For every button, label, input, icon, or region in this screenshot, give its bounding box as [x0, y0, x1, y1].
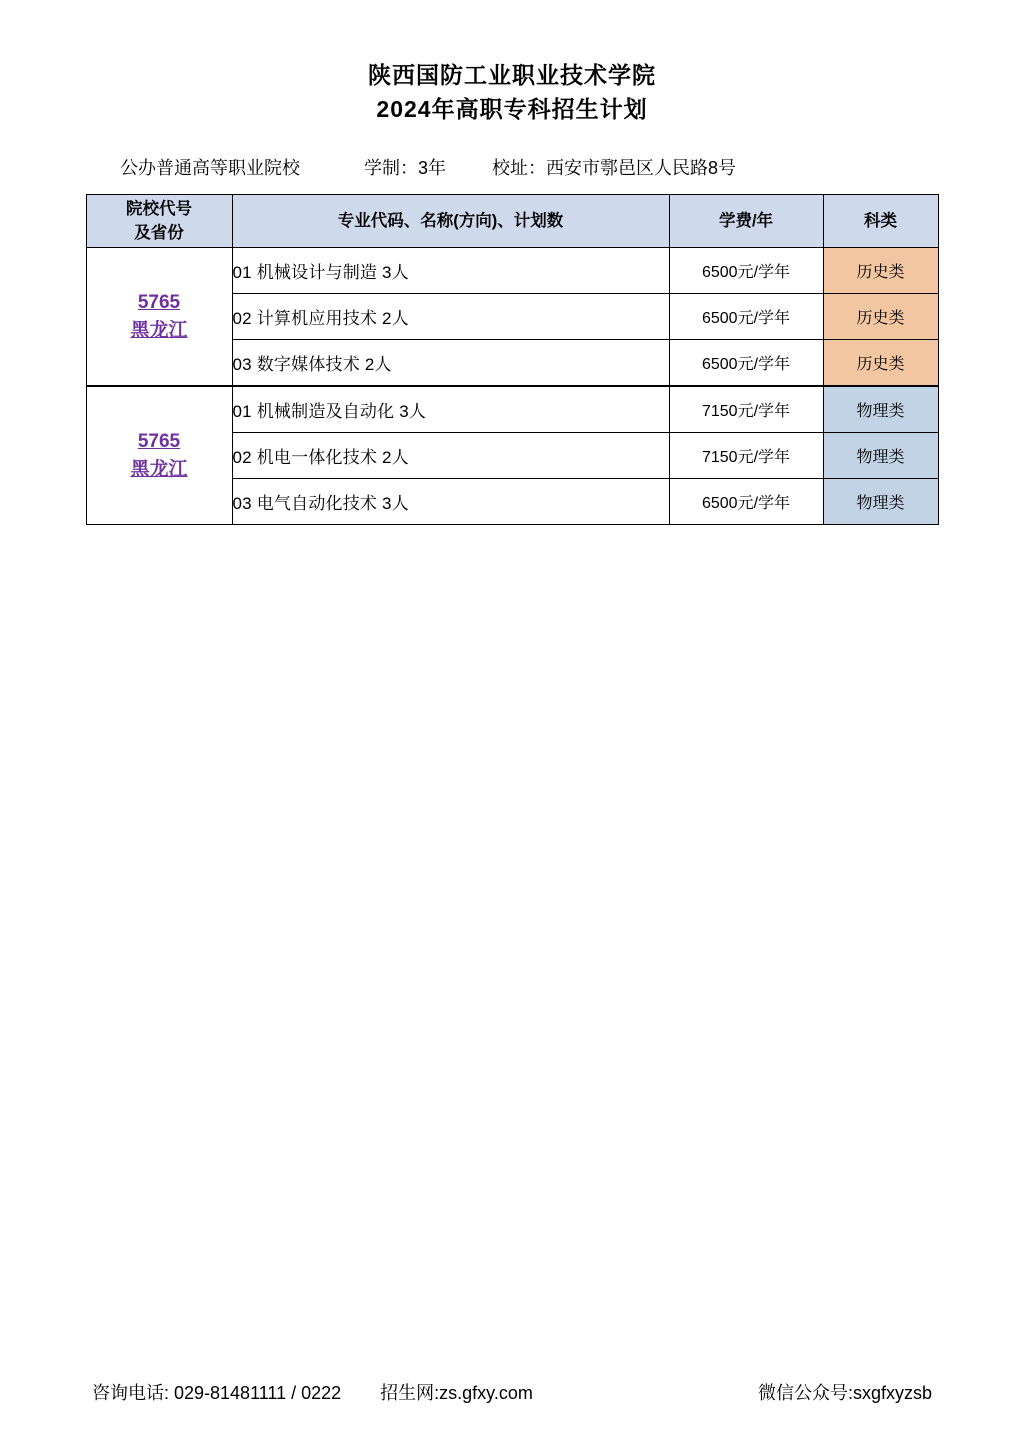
- major-cell: 01 机械设计与制造 3人: [232, 248, 669, 294]
- column-header-major: 专业代码、名称(方向)、计划数: [232, 195, 669, 248]
- column-header-fee: 学费/年: [669, 195, 823, 248]
- institution-code-cell: [86, 248, 232, 387]
- institution-code-number: 5765: [137, 430, 181, 452]
- column-header-code-line2: 及省份: [134, 224, 184, 242]
- category-cell: 物理类: [823, 479, 938, 525]
- page-title-line-2: 2024年高职专科招生计划: [376, 96, 648, 122]
- fee-cell: 6500元/学年: [669, 248, 823, 294]
- major-cell: 02 机电一体化技术 2人: [232, 433, 669, 479]
- admission-plan-table: [86, 194, 939, 525]
- page-title-line-1: 陕西国防工业职业技术学院: [368, 62, 656, 88]
- institution-code-number: 5765: [137, 291, 181, 313]
- study-length-text: 学制：3年: [364, 158, 447, 178]
- fee-cell: 6500元/学年: [669, 340, 823, 387]
- fee-cell: 6500元/学年: [669, 479, 823, 525]
- major-cell: 01 机械制造及自动化 3人: [232, 386, 669, 433]
- footer-wechat: 微信公众号:sxgfxyzsb: [757, 1383, 932, 1403]
- column-header-code-line1: 院校代号: [126, 200, 192, 218]
- fee-cell: 6500元/学年: [669, 294, 823, 340]
- column-header-code: [86, 195, 232, 248]
- footer-phone: 咨询电话: 029-81481111 / 0222: [92, 1383, 342, 1403]
- footer-contact-group: [92, 1379, 533, 1405]
- footer-website: 招生网:zs.gfxy.com: [380, 1383, 533, 1403]
- institution-province: 黑龙江: [130, 319, 188, 341]
- category-cell: 物理类: [823, 433, 938, 479]
- column-header-type: 科类: [823, 195, 938, 248]
- fee-cell: 7150元/学年: [669, 433, 823, 479]
- title-block: [0, 0, 1024, 126]
- major-cell: 02 计算机应用技术 2人: [232, 294, 669, 340]
- page-footer: [0, 1379, 1024, 1405]
- school-info-row: [0, 156, 1024, 180]
- category-cell: 物理类: [823, 386, 938, 433]
- table-row: [86, 248, 938, 294]
- category-cell: 历史类: [823, 294, 938, 340]
- table-header-row: [86, 195, 938, 248]
- table-row: [86, 386, 938, 433]
- school-type-text: 公办普通高等职业院校: [120, 158, 300, 178]
- category-cell: 历史类: [823, 248, 938, 294]
- fee-cell: 7150元/学年: [669, 386, 823, 433]
- school-address-text: 校址：西安市鄠邑区人民路8号: [492, 158, 737, 178]
- institution-code-cell: [86, 386, 232, 525]
- category-cell: 历史类: [823, 340, 938, 387]
- major-cell: 03 数字媒体技术 2人: [232, 340, 669, 387]
- institution-province: 黑龙江: [130, 458, 188, 480]
- major-cell: 03 电气自动化技术 3人: [232, 479, 669, 525]
